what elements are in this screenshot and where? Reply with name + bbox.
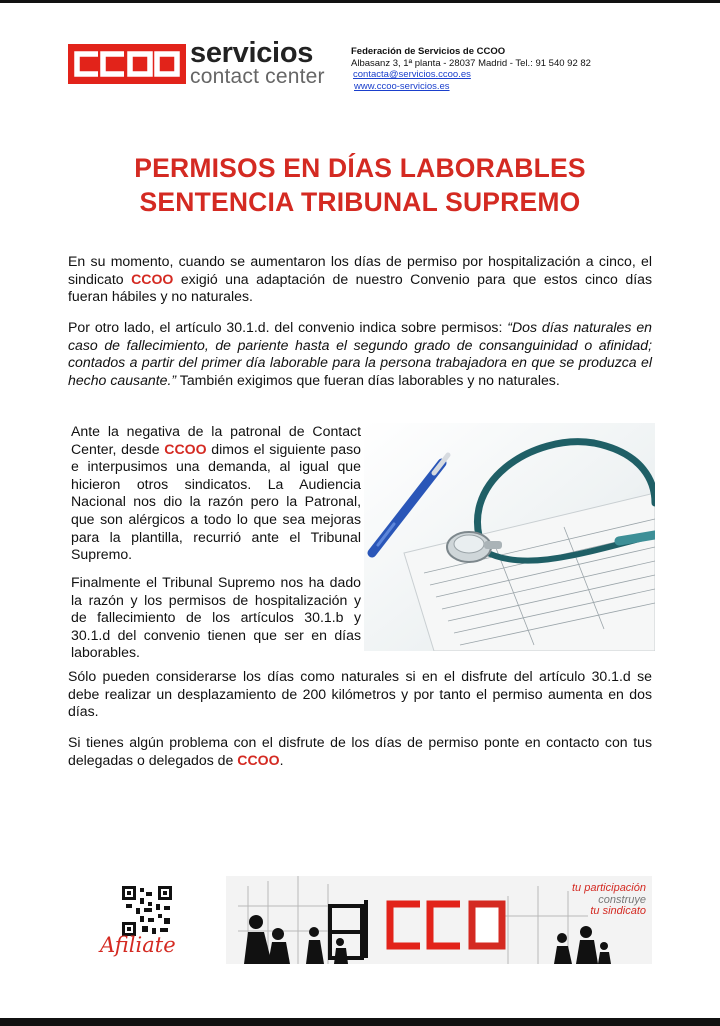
- paragraph-1: [68, 253, 652, 306]
- slogan: [536, 883, 646, 918]
- afiliate-link[interactable]: Afiliate: [100, 933, 176, 957]
- website-link[interactable]: www.ccoo-servicios.es: [354, 80, 450, 92]
- email-link[interactable]: contacta@servicios.ccoo.es: [353, 69, 471, 80]
- brand-servicios: servicios: [190, 37, 314, 69]
- p3-ccoo: CCOO: [164, 440, 207, 457]
- slogan-line2: construye: [598, 893, 646, 906]
- paragraph-2: [68, 319, 652, 389]
- p6-ccoo: CCOO: [237, 751, 280, 768]
- page-title-line1: PERMISOS EN DÍAS LABORABLES: [134, 153, 586, 183]
- p3-text-a: Ante la negativa de la patronal de Contact Center, desde: [71, 423, 361, 457]
- p2-quote: “Dos días naturales en caso de fallecimiento, de pariente hasta el segundo grado de consanguinidad o afinidad; contados a partir del primer día laborable para la persona trabajadora en que se produzca el hecho causante.”: [68, 319, 652, 388]
- p2-text-a: Por otro lado, el artículo 30.1.d. del convenio indica sobre permisos:: [68, 319, 508, 335]
- federation-address: Albasanz 3, 1ª planta - 28037 Madrid - Tel.: 91 540 92 82: [351, 57, 591, 69]
- top-border: [0, 0, 720, 3]
- p6-text-a: Si tienes algún problema con el disfrute de los días de permiso ponte en contacto con tus delegadas o delegados de: [68, 734, 652, 768]
- p2-text-b: También exigimos que fueran días laborables y no naturales.: [176, 371, 560, 388]
- ccoo-logo: [68, 44, 186, 84]
- paragraph-3: [71, 423, 361, 564]
- qr-code-icon[interactable]: [122, 886, 172, 936]
- stethoscope-illustration: [364, 423, 655, 651]
- federation-contact-block: [351, 46, 591, 92]
- paragraph-4: Finalmente el Tribunal Supremo nos ha dado la razón y los permisos de hospitalización y de fallecimiento de los artículos 30.1.b y 30.1.d del convenio tienen que ser en días laborables.: [71, 574, 361, 661]
- paragraph-6: [68, 734, 652, 769]
- p1-text-b: exigió una adaptación de nuestro Convenio para que estos cinco días fueran hábiles y no naturales.: [68, 270, 652, 305]
- stethoscope-photo: [364, 423, 655, 651]
- p1-ccoo: CCOO: [131, 270, 174, 287]
- bottom-border: [0, 1018, 720, 1026]
- p6-text-b: .: [279, 751, 284, 768]
- paragraph-5: Sólo pueden considerarse los días como naturales si en el disfrute del artículo 30.1.d se debe realizar un desplazamiento de 200 kilómetros y por tanto el permiso aumenta en dos días.: [68, 668, 652, 720]
- brand-contact-center: contact center: [190, 65, 325, 88]
- ccoo-logo-mark: [68, 44, 186, 84]
- p1-text-a: En su momento, cuando se aumentaron los días de permiso por hospitalización a cinco, el sindicato: [68, 253, 652, 287]
- slogan-line1: tu participación: [572, 882, 646, 894]
- p3-text-b: dimos el siguiente paso e interpusimos una demanda, al igual que hicieron otros sindicatos. La Audiencia Nacional nos dio la razón pero la Patronal, que son alérgicos a todo lo que sea mejoras para la plantilla, recurrió ante el Tribunal Supremo.: [71, 440, 361, 563]
- federation-name: Federación de Servicios de CCOO: [351, 46, 506, 57]
- page-title-line2: SENTENCIA TRIBUNAL SUPREMO: [139, 187, 581, 217]
- slogan-line3: tu sindicato: [590, 905, 646, 917]
